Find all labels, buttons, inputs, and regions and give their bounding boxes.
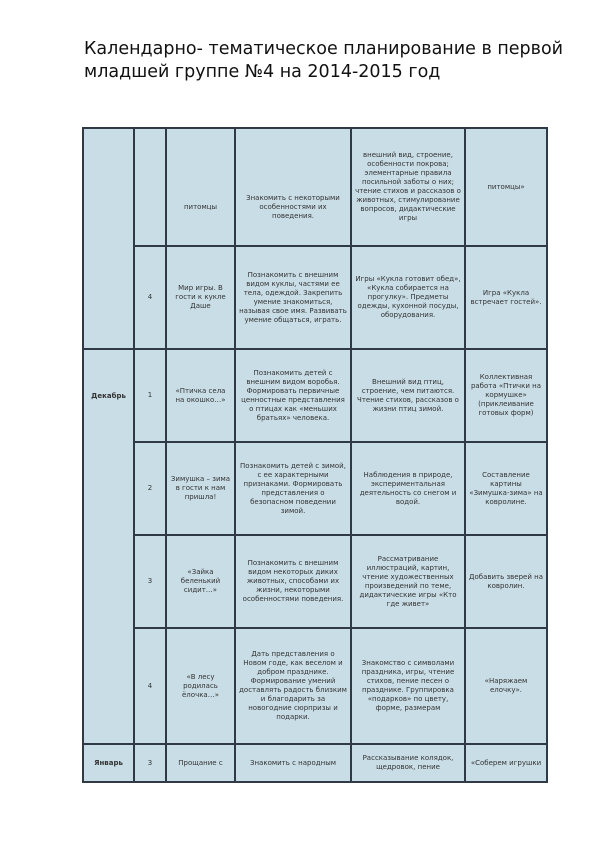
week-cell: 4 [134, 246, 166, 349]
month-cell [83, 128, 134, 349]
final-cell: Добавить зверей на ковролин. [465, 535, 547, 628]
final-cell: Составление картины «Зимушка-зима» на ковролине. [465, 442, 547, 535]
week-cell: 3 [134, 535, 166, 628]
week-cell: 2 [134, 442, 166, 535]
goal-cell: Дать представления о Новом годе, как веселом и добром празднике. Формирование умений доставлять радость близким и благодарить за новогодние сюрпризы и подарки. [235, 628, 351, 744]
table-row [83, 442, 547, 535]
theme-cell: Прощание с [166, 744, 235, 782]
goal-cell: Познакомить детей с зимой, с ее характерными признаками. Формировать представления о безопасном поведении зимой. [235, 442, 351, 535]
activities-cell: Внешний вид птиц, строение, чем питаются. Чтение стихов, рассказов о жизни птиц зимой. [351, 349, 465, 442]
table-row [83, 128, 547, 246]
goal-cell: Знакомить с народным [235, 744, 351, 782]
week-cell [134, 128, 166, 246]
table-row [83, 535, 547, 628]
activities-cell: внешний вид, строение, особенности покрова; элементарные правила посильной заботы о них; чтение стихов и рассказов о животных, стимулирование вопросов, дидактические игры [351, 128, 465, 246]
theme-cell: питомцы [166, 128, 235, 246]
goal-cell: Познакомить с внешним видом куклы, частями ее тела, одеждой. Закрепить умение знакомиться, называя свое имя. Развивать умение общаться, играть. [235, 246, 351, 349]
table-row [83, 628, 547, 744]
final-cell: Игра «Кукла встречает гостей». [465, 246, 547, 349]
week-cell: 3 [134, 744, 166, 782]
theme-cell: Мир игры. В гости к кукле Даше [166, 246, 235, 349]
theme-cell: Зимушка – зима в гости к нам пришла! [166, 442, 235, 535]
month-cell: Декабрь [83, 349, 134, 744]
activities-cell: Рассказывание колядок, щедровок, пение [351, 744, 465, 782]
final-cell: «Наряжаем елочку». [465, 628, 547, 744]
theme-cell: «Зайка беленький сидит…» [166, 535, 235, 628]
theme-cell: «В лесу родилась ёлочка…» [166, 628, 235, 744]
month-cell: Январь [83, 744, 134, 782]
theme-cell: «Птичка села на окошко…» [166, 349, 235, 442]
activities-cell: Рассматривание иллюстраций, картин, чтение художественных произведений по теме, дидактические игры «Кто где живет» [351, 535, 465, 628]
page-title: Календарно- тематическое планирование в первой младшей группе №4 на 2014-2015 год [84, 39, 564, 82]
final-cell: Коллективная работа «Птички на кормушке» (приклеивание готовых форм) [465, 349, 547, 442]
goal-cell: Познакомить с внешним видом некоторых диких животных, способами их жизни, некоторыми особенностями поведения. [235, 535, 351, 628]
week-cell: 4 [134, 628, 166, 744]
final-cell: «Соберем игрушки [465, 744, 547, 782]
activities-cell: Знакомство с символами праздника, игры, чтение стихов, пение песен о празднике. Группировка «подарков» по цвету, форме, размерам [351, 628, 465, 744]
activities-cell: Наблюдения в природе, экспериментальная деятельность со снегом и водой. [351, 442, 465, 535]
week-cell: 1 [134, 349, 166, 442]
goal-cell: Знакомить с некоторыми особенностями их поведения. [235, 128, 351, 246]
table-row [83, 744, 547, 782]
goal-cell: Познакомить детей с внешним видом воробья. Формировать первичные ценностные представления о птицах как «меньших братьях» человека. [235, 349, 351, 442]
planning-table [82, 127, 548, 783]
table-row [83, 349, 547, 442]
final-cell: питомцы» [465, 128, 547, 246]
table-row [83, 246, 547, 349]
activities-cell: Игры «Кукла готовит обед», «Кукла собирается на прогулку». Предметы одежды, кухонной посуды, оборудования. [351, 246, 465, 349]
